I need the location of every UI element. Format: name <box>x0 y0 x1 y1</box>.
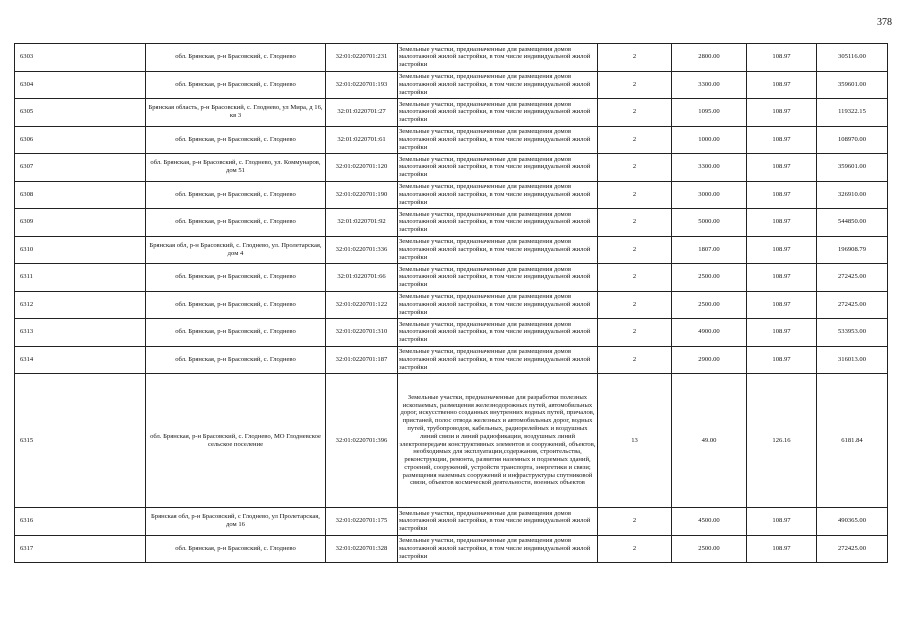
specific-value-cell: 108.97 <box>747 209 817 237</box>
area-cell: 4900.00 <box>672 319 747 347</box>
land-use-cell: Земельные участки, предназначенные для размещения домов малоэтажной жилой застройки, в том числе индивидуальной жилой застройки <box>398 99 598 127</box>
specific-value-cell: 108.97 <box>747 181 817 209</box>
area-cell: 4500.00 <box>672 508 747 536</box>
area-cell: 49.00 <box>672 374 747 508</box>
row-number: 6310 <box>15 236 146 264</box>
cadastral-value-cell: 108970.00 <box>817 126 888 154</box>
group-cell: 2 <box>598 535 672 563</box>
cadastral-value-table <box>14 43 888 563</box>
area-cell: 5000.00 <box>672 209 747 237</box>
cadastral-value-cell: 533953.00 <box>817 319 888 347</box>
cadastral-number-cell: 32:01:0220701:187 <box>326 346 398 374</box>
row-number: 6307 <box>15 154 146 182</box>
table-row <box>15 99 888 127</box>
group-cell: 2 <box>598 291 672 319</box>
cadastral-value-cell: 272425.00 <box>817 291 888 319</box>
table-body <box>15 44 888 563</box>
address-cell: обл. Брянская, р-н Брасовский, с. Глоднево <box>146 181 326 209</box>
group-cell: 2 <box>598 209 672 237</box>
land-use-cell: Земельные участки, предназначенные для размещения домов малоэтажной жилой застройки, в том числе индивидуальной жилой застройки <box>398 181 598 209</box>
group-cell: 2 <box>598 264 672 292</box>
land-use-cell: Земельные участки, предназначенные для размещения домов малоэтажной жилой застройки, в том числе индивидуальной жилой застройки <box>398 264 598 292</box>
specific-value-cell: 126.16 <box>747 374 817 508</box>
table-row <box>15 71 888 99</box>
specific-value-cell: 108.97 <box>747 291 817 319</box>
land-use-cell: Земельные участки, предназначенные для размещения домов малоэтажной жилой застройки, в том числе индивидуальной жилой застройки <box>398 44 598 72</box>
specific-value-cell: 108.97 <box>747 154 817 182</box>
group-cell: 13 <box>598 374 672 508</box>
area-cell: 3300.00 <box>672 154 747 182</box>
cadastral-number-cell: 32:01:0220701:92 <box>326 209 398 237</box>
table-row <box>15 44 888 72</box>
row-number: 6317 <box>15 535 146 563</box>
group-cell: 2 <box>598 508 672 536</box>
area-cell: 2800.00 <box>672 44 747 72</box>
table-row <box>15 154 888 182</box>
cadastral-value-cell: 196908.79 <box>817 236 888 264</box>
cadastral-value-cell: 6181.84 <box>817 374 888 508</box>
table-row <box>15 374 888 508</box>
row-number: 6315 <box>15 374 146 508</box>
table-row <box>15 209 888 237</box>
specific-value-cell: 108.97 <box>747 264 817 292</box>
land-use-cell: Земельные участки, предназначенные для размещения домов малоэтажной жилой застройки, в том числе индивидуальной жилой застройки <box>398 209 598 237</box>
row-number: 6312 <box>15 291 146 319</box>
address-cell: обл. Брянская, р-н Брасовский, с. Глоднево <box>146 71 326 99</box>
group-cell: 2 <box>598 319 672 347</box>
row-number: 6305 <box>15 99 146 127</box>
cadastral-value-cell: 305116.00 <box>817 44 888 72</box>
table-row <box>15 181 888 209</box>
address-cell: обл. Брянская, р-н Брасовский, с. Глоднево <box>146 126 326 154</box>
table-row <box>15 264 888 292</box>
cadastral-number-cell: 32:01:0220701:61 <box>326 126 398 154</box>
address-cell: обл. Брянская, р-н Брасовский, с. Глоднево <box>146 535 326 563</box>
address-cell: обл. Брянская, р-н Брасовский, с. Глоднево <box>146 264 326 292</box>
area-cell: 3300.00 <box>672 71 747 99</box>
group-cell: 2 <box>598 154 672 182</box>
row-number: 6314 <box>15 346 146 374</box>
specific-value-cell: 108.97 <box>747 126 817 154</box>
group-cell: 2 <box>598 126 672 154</box>
cadastral-value-cell: 326910.00 <box>817 181 888 209</box>
cadastral-number-cell: 32:01:0220701:310 <box>326 319 398 347</box>
land-use-cell: Земельные участки, предназначенные для размещения домов малоэтажной жилой застройки, в том числе индивидуальной жилой застройки <box>398 71 598 99</box>
cadastral-value-cell: 272425.00 <box>817 264 888 292</box>
cadastral-value-cell: 544850.00 <box>817 209 888 237</box>
cadastral-number-cell: 32:01:0220701:120 <box>326 154 398 182</box>
cadastral-number-cell: 32:01:0220701:190 <box>326 181 398 209</box>
address-cell: обл. Брянская, р-н Брасовский, с. Глоднево, МО Глодневское сельское поселение <box>146 374 326 508</box>
land-use-cell: Земельные участки, предназначенные для размещения домов малоэтажной жилой застройки, в том числе индивидуальной жилой застройки <box>398 291 598 319</box>
address-cell: обл. Брянская, р-н Брасовский, с. Глоднево <box>146 291 326 319</box>
cadastral-value-cell: 490365.00 <box>817 508 888 536</box>
cadastral-value-cell: 359601.00 <box>817 71 888 99</box>
cadastral-number-cell: 32:01:0220701:122 <box>326 291 398 319</box>
specific-value-cell: 108.97 <box>747 71 817 99</box>
table-row <box>15 291 888 319</box>
area-cell: 3000.00 <box>672 181 747 209</box>
address-cell: обл. Брянская, р-н Брасовский, с. Глоднево, ул. Коммунаров, дом 51 <box>146 154 326 182</box>
row-number: 6316 <box>15 508 146 536</box>
cadastral-number-cell: 32:01:0220701:328 <box>326 535 398 563</box>
cadastral-number-cell: 32:01:0220701:66 <box>326 264 398 292</box>
cadastral-number-cell: 32:01:0220701:396 <box>326 374 398 508</box>
row-number: 6313 <box>15 319 146 347</box>
table-row <box>15 346 888 374</box>
cadastral-number-cell: 32:01:0220701:175 <box>326 508 398 536</box>
row-number: 6303 <box>15 44 146 72</box>
land-use-cell: Земельные участки, предназначенные для размещения домов малоэтажной жилой застройки, в том числе индивидуальной жилой застройки <box>398 535 598 563</box>
specific-value-cell: 108.97 <box>747 44 817 72</box>
address-cell: обл. Брянская, р-н Брасовский, с. Глоднево <box>146 209 326 237</box>
address-cell: обл. Брянская, р-н Брасовский, с. Глоднево <box>146 44 326 72</box>
land-use-cell: Земельные участки, предназначенные для размещения домов малоэтажной жилой застройки, в том числе индивидуальной жилой застройки <box>398 236 598 264</box>
address-cell: Брянская обл, р-н Брасовский, с. Глодневo, ул. Пролетарская, дом 4 <box>146 236 326 264</box>
cadastral-value-cell: 272425.00 <box>817 535 888 563</box>
area-cell: 1000.00 <box>672 126 747 154</box>
group-cell: 2 <box>598 236 672 264</box>
area-cell: 2900.00 <box>672 346 747 374</box>
group-cell: 2 <box>598 99 672 127</box>
cadastral-number-cell: 32:01:0220701:193 <box>326 71 398 99</box>
group-cell: 2 <box>598 181 672 209</box>
land-use-cell: Земельные участки, предназначенные для размещения домов малоэтажной жилой застройки, в том числе индивидуальной жилой застройки <box>398 126 598 154</box>
specific-value-cell: 108.97 <box>747 346 817 374</box>
page-number: 378 <box>877 17 892 28</box>
specific-value-cell: 108.97 <box>747 508 817 536</box>
cadastral-value-cell: 119322.15 <box>817 99 888 127</box>
table-row <box>15 236 888 264</box>
address-cell: обл. Брянская, р-н Брасовский, с. Глоднево <box>146 319 326 347</box>
land-use-cell: Земельные участки, предназначенные для размещения домов малоэтажной жилой застройки, в том числе индивидуальной жилой застройки <box>398 319 598 347</box>
specific-value-cell: 108.97 <box>747 236 817 264</box>
cadastral-number-cell: 32:01:0220701:27 <box>326 99 398 127</box>
address-cell: Брянская область, р-н Брасовский, с. Глоднево, ул Мира, д 16, кв 3 <box>146 99 326 127</box>
specific-value-cell: 108.97 <box>747 319 817 347</box>
group-cell: 2 <box>598 71 672 99</box>
cadastral-number-cell: 32:01:0220701:336 <box>326 236 398 264</box>
area-cell: 2500.00 <box>672 264 747 292</box>
area-cell: 2500.00 <box>672 291 747 319</box>
table-row <box>15 319 888 347</box>
specific-value-cell: 108.97 <box>747 99 817 127</box>
land-use-cell: Земельные участки, предназначенные для размещения домов малоэтажной жилой застройки, в том числе индивидуальной жилой застройки <box>398 508 598 536</box>
table-row <box>15 508 888 536</box>
group-cell: 2 <box>598 44 672 72</box>
area-cell: 1807.00 <box>672 236 747 264</box>
land-use-cell: Земельные участки, предназначенные для разработки полезных ископаемых, размещения железнодорожных путей, автомобильных дорог, искусственно созданных внутренних водных путей, причалов, пристаней, полос отвода железных и автомобильных дорог, водных путей, трубопроводов, кабельных, радиорелейных и воздушных линий связи и линий радиофикации, воздушных линий электропередачи конструктивных элементов и сооружений, объектов, необходимых для эксплуатации,содержания, строительства, реконструкции, ремонта, развития наземных и подземных зданий, строений, сооружений, устройств транспорта, энергетики и связи; размещения наземных сооружений и инфраструктуры спутниковой связи, объектов космической деятельности, военных объектов <box>398 374 598 508</box>
area-cell: 1095.00 <box>672 99 747 127</box>
group-cell: 2 <box>598 346 672 374</box>
table-row <box>15 535 888 563</box>
row-number: 6309 <box>15 209 146 237</box>
row-number: 6308 <box>15 181 146 209</box>
row-number: 6304 <box>15 71 146 99</box>
cadastral-value-cell: 359601.00 <box>817 154 888 182</box>
table-row <box>15 126 888 154</box>
address-cell: обл. Брянская, р-н Брасовский, с. Глоднево <box>146 346 326 374</box>
row-number: 6311 <box>15 264 146 292</box>
row-number: 6306 <box>15 126 146 154</box>
cadastral-value-cell: 316013.00 <box>817 346 888 374</box>
address-cell: Брянская обл, р-н Брасовский, с Глодневo, ул Пролетарская, дом 16 <box>146 508 326 536</box>
cadastral-number-cell: 32:01:0220701:231 <box>326 44 398 72</box>
land-use-cell: Земельные участки, предназначенные для размещения домов малоэтажной жилой застройки, в том числе индивидуальной жилой застройки <box>398 154 598 182</box>
specific-value-cell: 108.97 <box>747 535 817 563</box>
land-use-cell: Земельные участки, предназначенные для размещения домов малоэтажной жилой застройки, в том числе индивидуальной жилой застройки <box>398 346 598 374</box>
area-cell: 2500.00 <box>672 535 747 563</box>
